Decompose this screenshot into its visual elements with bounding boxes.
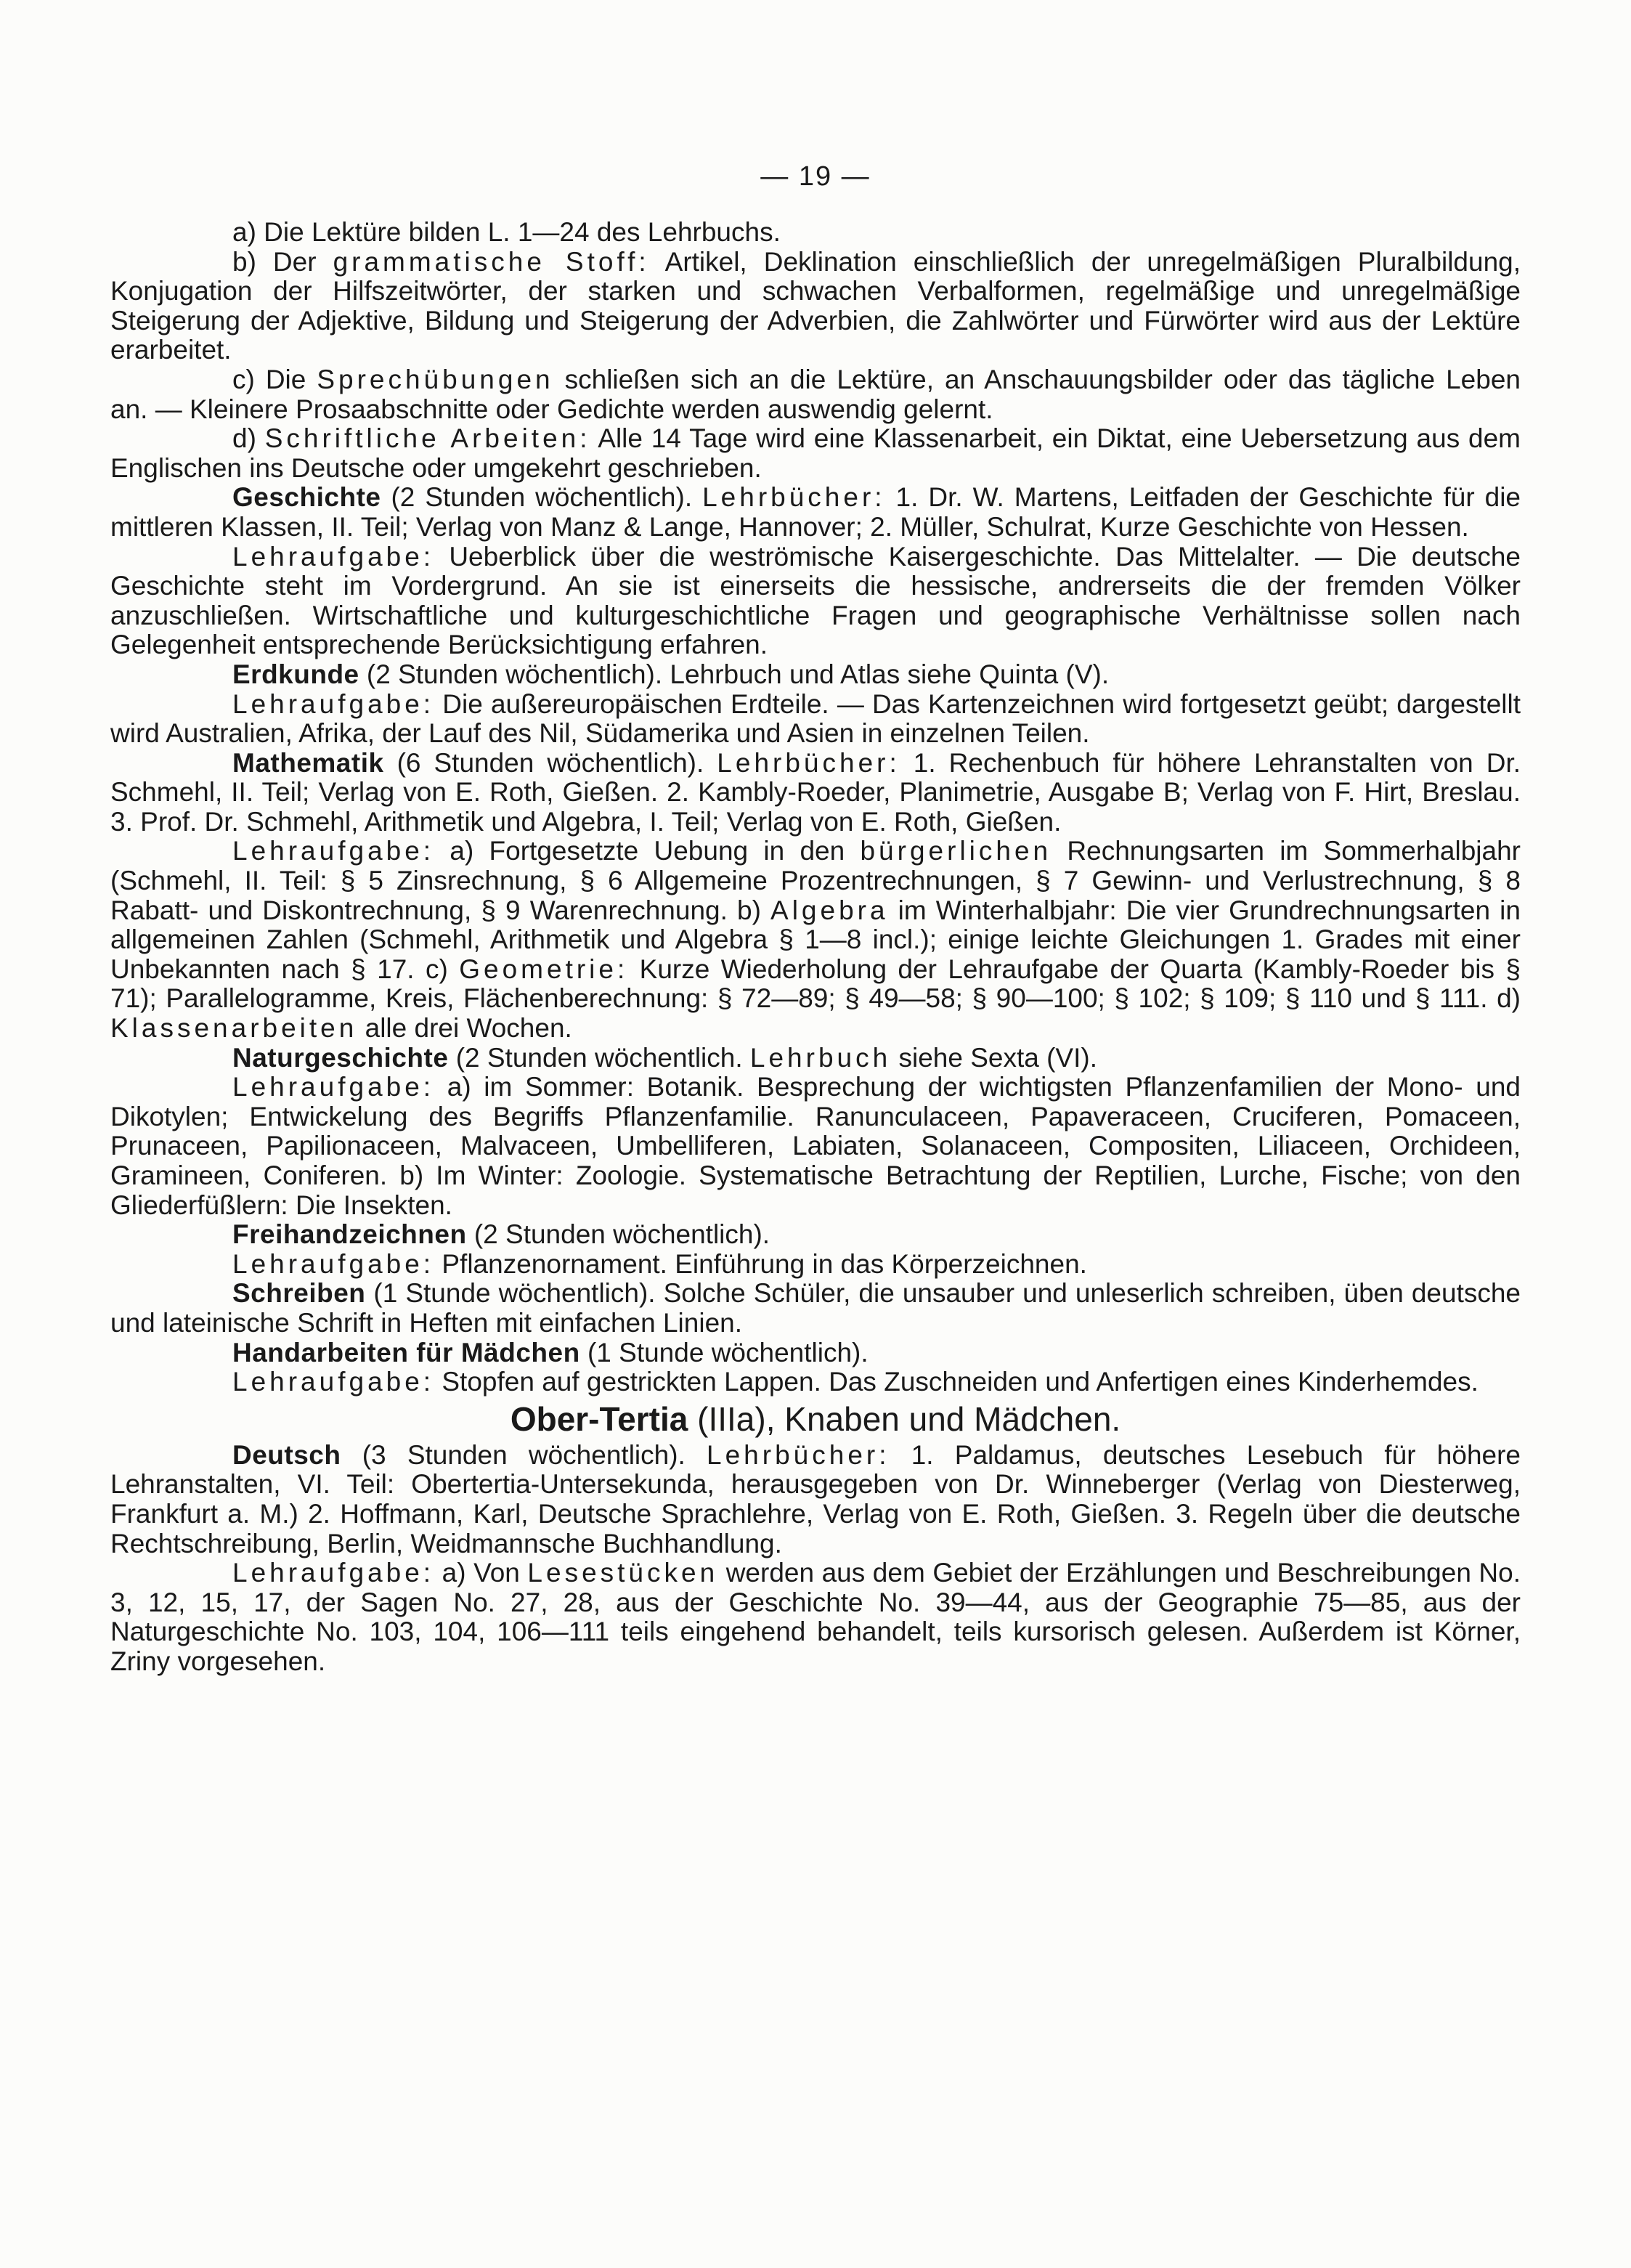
paragraph-lektuere: a) Die Lektüre bilden L. 1—24 des Lehrbuchs. [232,217,781,247]
paragraph-deutsch: Deutsch (3 Stunden wöchentlich). Lehrbücher: 1. Paldamus, deutsches Lesebuch für höhere Lehranstalten, VI. Teil: Obertertia-Untersekunda, herausgegeben von Dr. Winneberger (Verlag von Diesterweg, Frankfurt a. M.) 2. Hoffmann, Karl, Deutsche Sprachlehre, Verlag von E. Roth, Gießen. 3. Regeln über die deutsche Rechtschreibung, Berlin, Weidmannsche Buchhandlung. [110,1439,1521,1558]
subject-title: Freihandzeichnen [232,1219,467,1250]
document-body [110,218,1521,1677]
paragraph-schriftliche-arbeiten: d) Schriftliche Arbeiten: Alle 14 Tage wird eine Klassenarbeit, ein Diktat, eine Uebersetzung aus dem Englischen ins Deutsche oder umgekehrt geschrieben. [110,423,1521,483]
paragraph-erdkunde-lehraufgabe: Lehraufgabe: Die außereuropäischen Erdteile. — Das Kartenzeichnen wird fortgesetzt geübt; dargestellt wird Australien, Afrika, der Lauf des Nil, Südamerika und Asien in einzelnen Teilen. [110,688,1521,749]
section-heading: Ober-Tertia (IIIa), Knaben und Mädchen. [510,1399,1121,1438]
paragraph-freihandzeichnen-lehraufgabe: Lehraufgabe: Pflanzenornament. Einführung in das Körperzeichnen. [232,1248,1087,1279]
paragraph-mathematik: Mathematik (6 Stunden wöchentlich). Lehrbücher: 1. Rechenbuch für höhere Lehranstalten von Dr. Schmehl, II. Teil; Verlag von E. Roth, Gießen. 2. Kambly-Roeder, Planimetrie, Ausgabe B; Verlag von F. Hirt, Breslau. 3. Prof. Dr. Schmehl, Arithmetik und Algebra, I. Teil; Verlag von E. Roth, Gießen. [110,747,1521,837]
paragraph-handarbeiten-lehraufgabe: Lehraufgabe: Stopfen auf gestrickten Lappen. Das Zuschneiden und Anfertigen eines Kinderhemdes. [232,1367,1479,1397]
paragraph-geschichte-lehraufgabe: Lehraufgabe: Ueberblick über die weströmische Kaisergeschichte. Das Mittelalter. — Die deutsche Geschichte steht im Vordergrund. An sie ist einerseits die hessische, andrerseits die der fremden Völker anzuschließen. Wirtschaftliche und kulturgeschichtliche Fragen und geographische Verhältnisse sollen nach Gelegenheit entsprechende Berücksichtigung erfahren. [110,541,1521,660]
subject-title: Handarbeiten für Mädchen [232,1337,580,1367]
paragraph-sprechuebungen: c) Die Sprechübungen schließen sich an die Lektüre, an Anschauungsbilder oder das tägliche Leben an. — Kleinere Prosaabschnitte oder Gedichte werden auswendig gelernt. [110,364,1521,424]
subject-title: Geschichte [232,482,381,513]
subject-title: Mathematik [232,747,384,778]
paragraph-freihandzeichnen: Freihandzeichnen (2 Stunden wöchentlich). [232,1219,770,1250]
page-number: — 19 — [760,161,871,192]
subject-title: Erdkunde [232,659,359,689]
paragraph-mathematik-lehraufgabe: Lehraufgabe: a) Fortgesetzte Uebung in den bürgerlichen Rechnungsarten im Sommerhalbjahr (Schmehl, II. Teil: § 5 Zinsrechnung, § 6 Allgemeine Prozentrechnungen, § 7 Gewinn- und Verlustrechnung, § 8 Rabatt- und Diskontrechnung, § 9 Warenrechnung. b) Algebra im Winterhalbjahr: Die vier Grundrechnungsarten in allgemeinen Zahlen (Schmehl, Arithmetik und Algebra § 1—8 incl.); einige leichte Gleichungen 1. Grades mit einer Unbekannten nach § 17. c) Geometrie: Kurze Wiederholung der Lehraufgabe der Quarta (Kambly-Roeder bis § 71); Parallelogramme, Kreis, Flächenberechnung: § 72—89; § 49—58; § 90—100; § 102; § 109; § 110 und § 111. d) Klassenarbeiten alle drei Wochen. [110,836,1521,1044]
paragraph-schreiben: Schreiben (1 Stunde wöchentlich). Solche Schüler, die unsauber und unleserlich schreiben, üben deutsche und lateinische Schrift in Heften mit einfachen Linien. [110,1278,1521,1338]
paragraph-geschichte: Geschichte (2 Stunden wöchentlich). Lehrbücher: 1. Dr. W. Martens, Leitfaden der Geschichte für die mittleren Klassen, II. Teil; Verlag von Manz & Lange, Hannover; 2. Müller, Schulrat, Kurze Geschichte von Hessen. [110,482,1521,542]
paragraph-deutsch-lehraufgabe: Lehraufgabe: a) Von Lesestücken werden aus dem Gebiet der Erzählungen und Beschreibungen No. 3, 12, 15, 17, der Sagen No. 27, 28, aus der Geschichte No. 39—44, aus der Geographie 75—85, aus der Naturgeschichte No. 103, 104, 106—111 teils eingehend behandelt, teils kursorisch gelesen. Außerdem ist Körner, Zriny vorgesehen. [110,1558,1521,1676]
subject-title: Deutsch [232,1439,341,1470]
subject-title: Naturgeschichte [232,1042,449,1073]
subject-title: Schreiben [232,1278,366,1309]
paragraph-handarbeiten: Handarbeiten für Mädchen (1 Stunde wöchentlich). [232,1337,869,1367]
paragraph-naturgeschichte: Naturgeschichte (2 Stunden wöchentlich. Lehrbuch siehe Sexta (VI). [232,1042,1097,1073]
paragraph-grammatik: b) Der grammatische Stoff: Artikel, Deklination einschließlich der unregelmäßigen Pluralbildung, Konjugation der Hilfszeitwörter, der starken und schwachen Verbalformen, regelmäßige und unregelmäßige Steigerung der Adjektive, Bildung und Steigerung der Adverbien, die Zahlwörter und Fürwörter wird aus der Lektüre erarbeitet. [110,246,1521,365]
paragraph-erdkunde: Erdkunde (2 Stunden wöchentlich). Lehrbuch und Atlas siehe Quinta (V). [232,659,1110,689]
paragraph-naturgeschichte-lehraufgabe: Lehraufgabe: a) im Sommer: Botanik. Besprechung der wichtigsten Pflanzenfamilien der Mono- und Dikotylen; Entwickelung des Begriffs Pflanzenfamilie. Ranunculaceen, Papaveraceen, Cruciferen, Pomaceen, Prunaceen, Papilionaceen, Malvaceen, Umbelliferen, Labiaten, Solanaceen, Compositen, Liliaceen, Orchideen, Gramineen, Coniferen. b) Im Winter: Zoologie. Systematische Betrachtung der Reptilien, Lurche, Fische; von den Gliederfüßlern: Die Insekten. [110,1072,1521,1220]
